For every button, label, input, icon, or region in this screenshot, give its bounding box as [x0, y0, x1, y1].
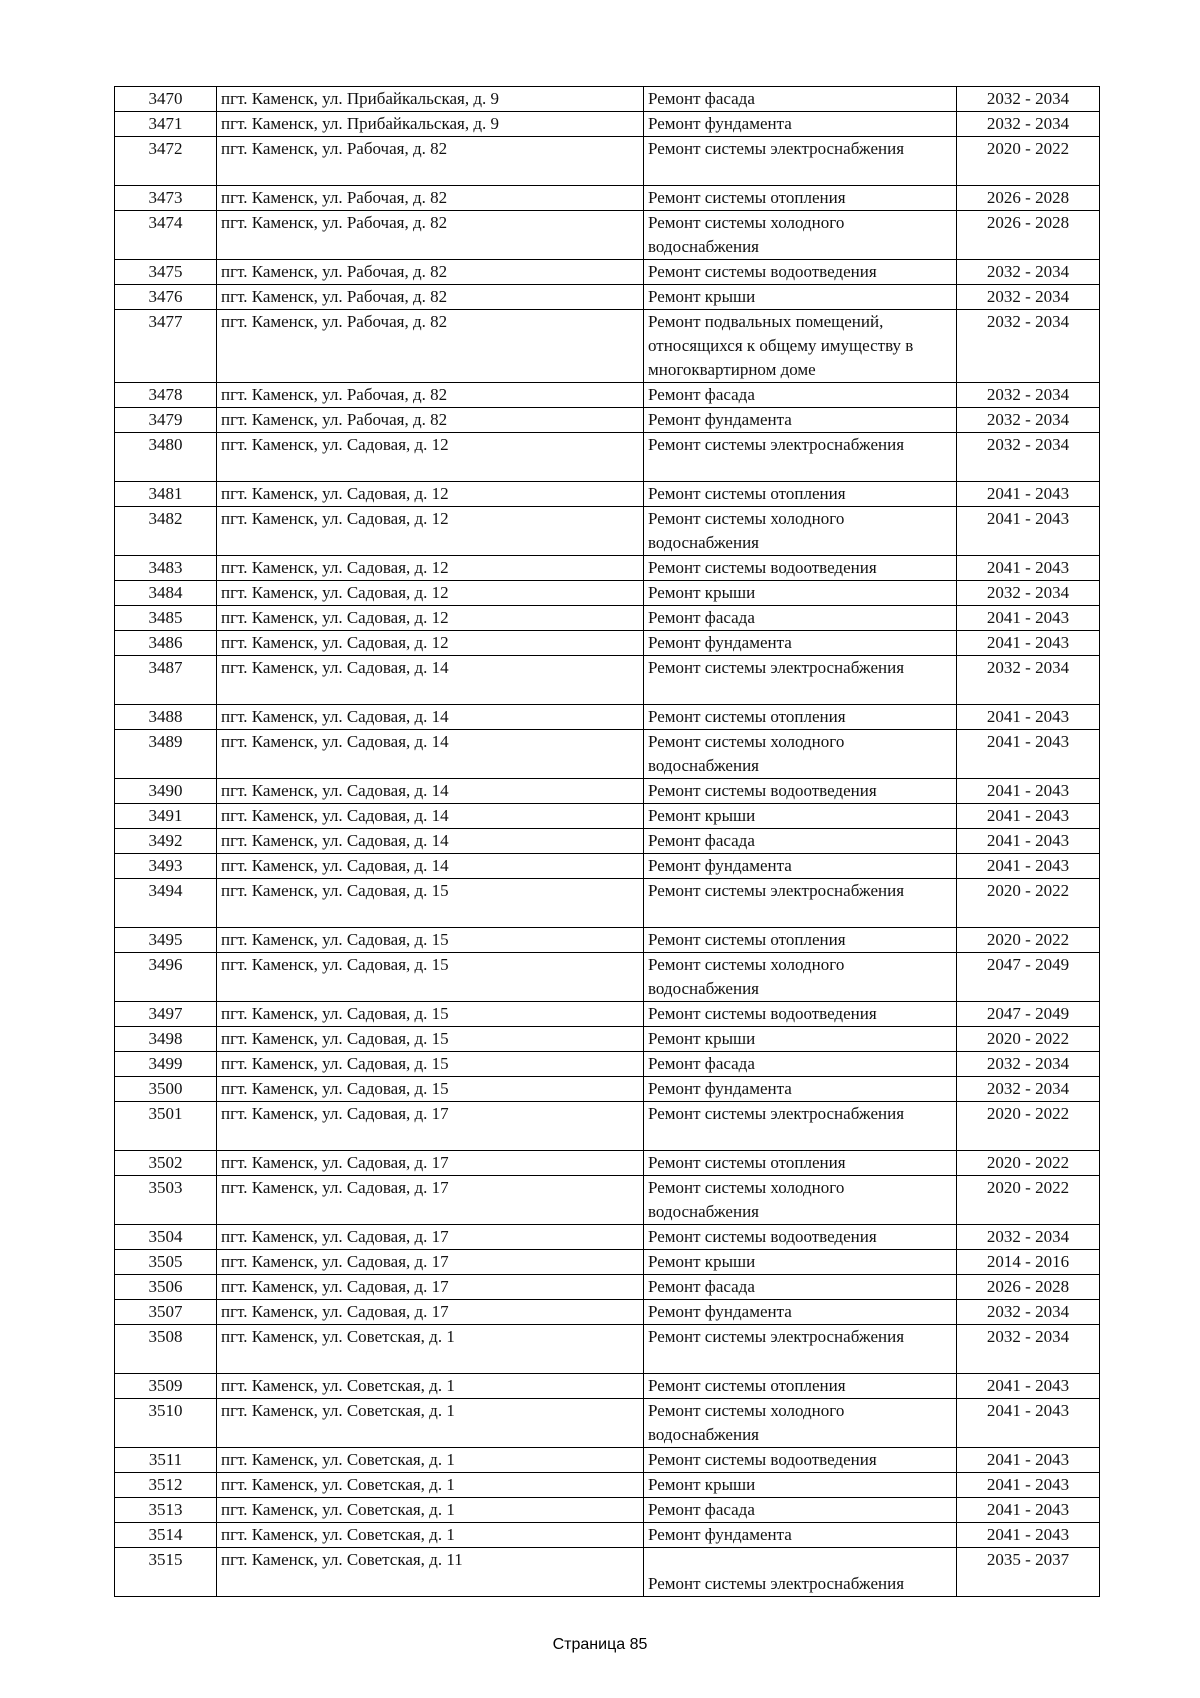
work-type-cell: Ремонт системы отопления	[644, 186, 957, 211]
period-cell: 2032 - 2034	[957, 656, 1100, 705]
work-type-cell: Ремонт фасада	[644, 383, 957, 408]
work-type-cell: Ремонт системы холодного водоснабжения	[644, 507, 957, 556]
table-row	[115, 1052, 1100, 1077]
work-type-cell: Ремонт системы электроснабжения	[644, 879, 957, 928]
period-cell: 2026 - 2028	[957, 211, 1100, 260]
work-type-cell: Ремонт системы электроснабжения	[644, 1325, 957, 1374]
table-row	[115, 606, 1100, 631]
work-type-cell: Ремонт системы водоотведения	[644, 260, 957, 285]
period-cell: 2032 - 2034	[957, 408, 1100, 433]
table-row	[115, 433, 1100, 482]
work-type-cell: Ремонт крыши	[644, 1027, 957, 1052]
work-type-cell: Ремонт системы холодного водоснабжения	[644, 1176, 957, 1225]
address-cell: пгт. Каменск, ул. Советская, д. 1	[217, 1399, 644, 1448]
work-type-cell: Ремонт фасада	[644, 1052, 957, 1077]
table-row	[115, 260, 1100, 285]
table-row	[115, 1300, 1100, 1325]
row-number-cell: 3494	[115, 879, 217, 928]
period-cell: 2020 - 2022	[957, 928, 1100, 953]
table-row	[115, 1225, 1100, 1250]
work-type-cell: Ремонт системы водоотведения	[644, 1448, 957, 1473]
address-cell: пгт. Каменск, ул. Советская, д. 1	[217, 1374, 644, 1399]
row-number-cell: 3477	[115, 310, 217, 383]
address-cell: пгт. Каменск, ул. Садовая, д. 14	[217, 854, 644, 879]
work-type-cell: Ремонт системы отопления	[644, 1151, 957, 1176]
table-row	[115, 779, 1100, 804]
address-cell: пгт. Каменск, ул. Советская, д. 1	[217, 1473, 644, 1498]
repair-schedule-body	[115, 87, 1100, 1597]
work-type-cell: Ремонт крыши	[644, 285, 957, 310]
table-row	[115, 507, 1100, 556]
page-number: Страница 85	[552, 1636, 648, 1653]
period-cell: 2032 - 2034	[957, 87, 1100, 112]
table-row	[115, 631, 1100, 656]
address-cell: пгт. Каменск, ул. Садовая, д. 15	[217, 1002, 644, 1027]
address-cell: пгт. Каменск, ул. Рабочая, д. 82	[217, 186, 644, 211]
work-type-cell: Ремонт фасада	[644, 829, 957, 854]
work-type-cell: Ремонт крыши	[644, 804, 957, 829]
work-type-cell: Ремонт фундамента	[644, 408, 957, 433]
table-row	[115, 211, 1100, 260]
table-row	[115, 1002, 1100, 1027]
row-number-cell: 3503	[115, 1176, 217, 1225]
period-cell: 2026 - 2028	[957, 186, 1100, 211]
table-row	[115, 1473, 1100, 1498]
period-cell: 2041 - 2043	[957, 507, 1100, 556]
table-row	[115, 829, 1100, 854]
address-cell: пгт. Каменск, ул. Садовая, д. 17	[217, 1102, 644, 1151]
table-row	[115, 1275, 1100, 1300]
table-row	[115, 310, 1100, 383]
row-number-cell: 3484	[115, 581, 217, 606]
work-type-cell: Ремонт системы электроснабжения	[644, 1548, 957, 1597]
row-number-cell: 3492	[115, 829, 217, 854]
table-row	[115, 1027, 1100, 1052]
period-cell: 2032 - 2034	[957, 1225, 1100, 1250]
address-cell: пгт. Каменск, ул. Садовая, д. 15	[217, 879, 644, 928]
work-type-cell: Ремонт системы отопления	[644, 705, 957, 730]
period-cell: 2041 - 2043	[957, 1399, 1100, 1448]
table-row	[115, 928, 1100, 953]
work-type-cell: Ремонт системы водоотведения	[644, 779, 957, 804]
period-cell: 2020 - 2022	[957, 1176, 1100, 1225]
period-cell: 2041 - 2043	[957, 1473, 1100, 1498]
period-cell: 2032 - 2034	[957, 581, 1100, 606]
row-number-cell: 3474	[115, 211, 217, 260]
address-cell: пгт. Каменск, ул. Советская, д. 1	[217, 1448, 644, 1473]
row-number-cell: 3514	[115, 1523, 217, 1548]
row-number-cell: 3508	[115, 1325, 217, 1374]
period-cell: 2041 - 2043	[957, 854, 1100, 879]
table-row	[115, 1077, 1100, 1102]
row-number-cell: 3491	[115, 804, 217, 829]
address-cell: пгт. Каменск, ул. Садовая, д. 12	[217, 581, 644, 606]
table-row	[115, 1548, 1100, 1597]
period-cell: 2032 - 2034	[957, 112, 1100, 137]
table-row	[115, 383, 1100, 408]
period-cell: 2032 - 2034	[957, 260, 1100, 285]
period-cell: 2041 - 2043	[957, 1498, 1100, 1523]
address-cell: пгт. Каменск, ул. Рабочая, д. 82	[217, 285, 644, 310]
work-type-cell: Ремонт системы холодного водоснабжения	[644, 1399, 957, 1448]
address-cell: пгт. Каменск, ул. Садовая, д. 12	[217, 433, 644, 482]
period-cell: 2041 - 2043	[957, 1374, 1100, 1399]
address-cell: пгт. Каменск, ул. Садовая, д. 14	[217, 829, 644, 854]
period-cell: 2047 - 2049	[957, 953, 1100, 1002]
period-cell: 2032 - 2034	[957, 383, 1100, 408]
row-number-cell: 3489	[115, 730, 217, 779]
work-type-cell: Ремонт фундамента	[644, 112, 957, 137]
row-number-cell: 3482	[115, 507, 217, 556]
row-number-cell: 3480	[115, 433, 217, 482]
table-row	[115, 953, 1100, 1002]
row-number-cell: 3471	[115, 112, 217, 137]
work-type-cell: Ремонт системы отопления	[644, 482, 957, 507]
address-cell: пгт. Каменск, ул. Рабочая, д. 82	[217, 260, 644, 285]
work-type-cell: Ремонт системы электроснабжения	[644, 433, 957, 482]
row-number-cell: 3486	[115, 631, 217, 656]
row-number-cell: 3510	[115, 1399, 217, 1448]
row-number-cell: 3497	[115, 1002, 217, 1027]
table-row	[115, 1374, 1100, 1399]
address-cell: пгт. Каменск, ул. Садовая, д. 17	[217, 1250, 644, 1275]
row-number-cell: 3502	[115, 1151, 217, 1176]
row-number-cell: 3506	[115, 1275, 217, 1300]
table-row	[115, 879, 1100, 928]
row-number-cell: 3505	[115, 1250, 217, 1275]
address-cell: пгт. Каменск, ул. Садовая, д. 14	[217, 804, 644, 829]
address-cell: пгт. Каменск, ул. Садовая, д. 17	[217, 1275, 644, 1300]
period-cell: 2020 - 2022	[957, 879, 1100, 928]
period-cell: 2020 - 2022	[957, 1102, 1100, 1151]
work-type-cell: Ремонт системы электроснабжения	[644, 656, 957, 705]
work-type-cell: Ремонт системы водоотведения	[644, 1002, 957, 1027]
period-cell: 2032 - 2034	[957, 1325, 1100, 1374]
row-number-cell: 3478	[115, 383, 217, 408]
work-type-cell: Ремонт крыши	[644, 581, 957, 606]
work-type-cell: Ремонт системы электроснабжения	[644, 137, 957, 186]
row-number-cell: 3472	[115, 137, 217, 186]
address-cell: пгт. Каменск, ул. Садовая, д. 14	[217, 656, 644, 705]
row-number-cell: 3504	[115, 1225, 217, 1250]
work-type-cell: Ремонт фасада	[644, 1275, 957, 1300]
period-cell: 2041 - 2043	[957, 1448, 1100, 1473]
address-cell: пгт. Каменск, ул. Садовая, д. 15	[217, 953, 644, 1002]
row-number-cell: 3498	[115, 1027, 217, 1052]
period-cell: 2047 - 2049	[957, 1002, 1100, 1027]
row-number-cell: 3495	[115, 928, 217, 953]
address-cell: пгт. Каменск, ул. Рабочая, д. 82	[217, 310, 644, 383]
table-row	[115, 705, 1100, 730]
work-type-cell: Ремонт системы отопления	[644, 1374, 957, 1399]
period-cell: 2041 - 2043	[957, 705, 1100, 730]
period-cell: 2041 - 2043	[957, 482, 1100, 507]
address-cell: пгт. Каменск, ул. Советская, д. 11	[217, 1548, 644, 1597]
table-row	[115, 854, 1100, 879]
table-row	[115, 87, 1100, 112]
row-number-cell: 3475	[115, 260, 217, 285]
address-cell: пгт. Каменск, ул. Садовая, д. 12	[217, 482, 644, 507]
table-row	[115, 656, 1100, 705]
address-cell: пгт. Каменск, ул. Садовая, д. 14	[217, 705, 644, 730]
period-cell: 2041 - 2043	[957, 730, 1100, 779]
address-cell: пгт. Каменск, ул. Прибайкальская, д. 9	[217, 112, 644, 137]
row-number-cell: 3493	[115, 854, 217, 879]
row-number-cell: 3509	[115, 1374, 217, 1399]
row-number-cell: 3511	[115, 1448, 217, 1473]
work-type-cell: Ремонт системы водоотведения	[644, 556, 957, 581]
work-type-cell: Ремонт фундамента	[644, 1300, 957, 1325]
period-cell: 2026 - 2028	[957, 1275, 1100, 1300]
period-cell: 2014 - 2016	[957, 1250, 1100, 1275]
work-type-cell: Ремонт фундамента	[644, 854, 957, 879]
table-row	[115, 482, 1100, 507]
work-type-cell: Ремонт фундамента	[644, 1077, 957, 1102]
address-cell: пгт. Каменск, ул. Садовая, д. 17	[217, 1176, 644, 1225]
table-row	[115, 1151, 1100, 1176]
address-cell: пгт. Каменск, ул. Садовая, д. 17	[217, 1225, 644, 1250]
address-cell: пгт. Каменск, ул. Садовая, д. 15	[217, 1027, 644, 1052]
table-row	[115, 408, 1100, 433]
row-number-cell: 3515	[115, 1548, 217, 1597]
period-cell: 2041 - 2043	[957, 829, 1100, 854]
row-number-cell: 3501	[115, 1102, 217, 1151]
address-cell: пгт. Каменск, ул. Садовая, д. 15	[217, 1052, 644, 1077]
row-number-cell: 3500	[115, 1077, 217, 1102]
table-row	[115, 730, 1100, 779]
address-cell: пгт. Каменск, ул. Садовая, д. 15	[217, 928, 644, 953]
work-type-cell: Ремонт фасада	[644, 1498, 957, 1523]
period-cell: 2032 - 2034	[957, 310, 1100, 383]
row-number-cell: 3513	[115, 1498, 217, 1523]
work-type-cell: Ремонт крыши	[644, 1473, 957, 1498]
row-number-cell: 3496	[115, 953, 217, 1002]
row-number-cell: 3470	[115, 87, 217, 112]
work-type-cell: Ремонт системы холодного водоснабжения	[644, 953, 957, 1002]
work-type-cell: Ремонт фасада	[644, 87, 957, 112]
address-cell: пгт. Каменск, ул. Прибайкальская, д. 9	[217, 87, 644, 112]
period-cell: 2041 - 2043	[957, 1523, 1100, 1548]
period-cell: 2041 - 2043	[957, 779, 1100, 804]
row-number-cell: 3483	[115, 556, 217, 581]
table-row	[115, 1523, 1100, 1548]
table-row	[115, 1448, 1100, 1473]
address-cell: пгт. Каменск, ул. Рабочая, д. 82	[217, 137, 644, 186]
address-cell: пгт. Каменск, ул. Садовая, д. 14	[217, 779, 644, 804]
address-cell: пгт. Каменск, ул. Рабочая, д. 82	[217, 408, 644, 433]
address-cell: пгт. Каменск, ул. Советская, д. 1	[217, 1523, 644, 1548]
row-number-cell: 3488	[115, 705, 217, 730]
row-number-cell: 3481	[115, 482, 217, 507]
period-cell: 2041 - 2043	[957, 606, 1100, 631]
address-cell: пгт. Каменск, ул. Садовая, д. 12	[217, 507, 644, 556]
table-row	[115, 581, 1100, 606]
address-cell: пгт. Каменск, ул. Садовая, д. 17	[217, 1151, 644, 1176]
work-type-cell: Ремонт системы отопления	[644, 928, 957, 953]
address-cell: пгт. Каменск, ул. Садовая, д. 14	[217, 730, 644, 779]
period-cell: 2020 - 2022	[957, 1027, 1100, 1052]
row-number-cell: 3490	[115, 779, 217, 804]
row-number-cell: 3487	[115, 656, 217, 705]
row-number-cell: 3476	[115, 285, 217, 310]
address-cell: пгт. Каменск, ул. Рабочая, д. 82	[217, 211, 644, 260]
row-number-cell: 3499	[115, 1052, 217, 1077]
table-row	[115, 285, 1100, 310]
address-cell: пгт. Каменск, ул. Садовая, д. 12	[217, 556, 644, 581]
work-type-cell: Ремонт крыши	[644, 1250, 957, 1275]
period-cell: 2032 - 2034	[957, 1077, 1100, 1102]
period-cell: 2032 - 2034	[957, 433, 1100, 482]
period-cell: 2035 - 2037	[957, 1548, 1100, 1597]
work-type-cell: Ремонт фасада	[644, 606, 957, 631]
repair-schedule-table	[114, 86, 1100, 1597]
period-cell: 2041 - 2043	[957, 804, 1100, 829]
row-number-cell: 3479	[115, 408, 217, 433]
period-cell: 2032 - 2034	[957, 1300, 1100, 1325]
table-row	[115, 556, 1100, 581]
address-cell: пгт. Каменск, ул. Садовая, д. 17	[217, 1300, 644, 1325]
work-type-cell: Ремонт фундамента	[644, 1523, 957, 1548]
table-row	[115, 804, 1100, 829]
work-type-cell: Ремонт подвальных помещений, относящихся к общему имуществу в многоквартирном доме	[644, 310, 957, 383]
address-cell: пгт. Каменск, ул. Садовая, д. 12	[217, 631, 644, 656]
address-cell: пгт. Каменск, ул. Садовая, д. 12	[217, 606, 644, 631]
work-type-cell: Ремонт фундамента	[644, 631, 957, 656]
table-row	[115, 1498, 1100, 1523]
table-row	[115, 1102, 1100, 1151]
table-row	[115, 112, 1100, 137]
work-type-cell: Ремонт системы холодного водоснабжения	[644, 730, 957, 779]
address-cell: пгт. Каменск, ул. Советская, д. 1	[217, 1498, 644, 1523]
table-row	[115, 137, 1100, 186]
period-cell: 2020 - 2022	[957, 137, 1100, 186]
period-cell: 2041 - 2043	[957, 631, 1100, 656]
table-row	[115, 1325, 1100, 1374]
row-number-cell: 3485	[115, 606, 217, 631]
row-number-cell: 3512	[115, 1473, 217, 1498]
period-cell: 2020 - 2022	[957, 1151, 1100, 1176]
table-row	[115, 1176, 1100, 1225]
period-cell: 2032 - 2034	[957, 1052, 1100, 1077]
address-cell: пгт. Каменск, ул. Рабочая, д. 82	[217, 383, 644, 408]
work-type-cell: Ремонт системы электроснабжения	[644, 1102, 957, 1151]
table-row	[115, 186, 1100, 211]
address-cell: пгт. Каменск, ул. Садовая, д. 15	[217, 1077, 644, 1102]
address-cell: пгт. Каменск, ул. Советская, д. 1	[217, 1325, 644, 1374]
work-type-cell: Ремонт системы холодного водоснабжения	[644, 211, 957, 260]
period-cell: 2041 - 2043	[957, 556, 1100, 581]
table-row	[115, 1250, 1100, 1275]
period-cell: 2032 - 2034	[957, 285, 1100, 310]
row-number-cell: 3507	[115, 1300, 217, 1325]
row-number-cell: 3473	[115, 186, 217, 211]
table-row	[115, 1399, 1100, 1448]
work-type-cell: Ремонт системы водоотведения	[644, 1225, 957, 1250]
